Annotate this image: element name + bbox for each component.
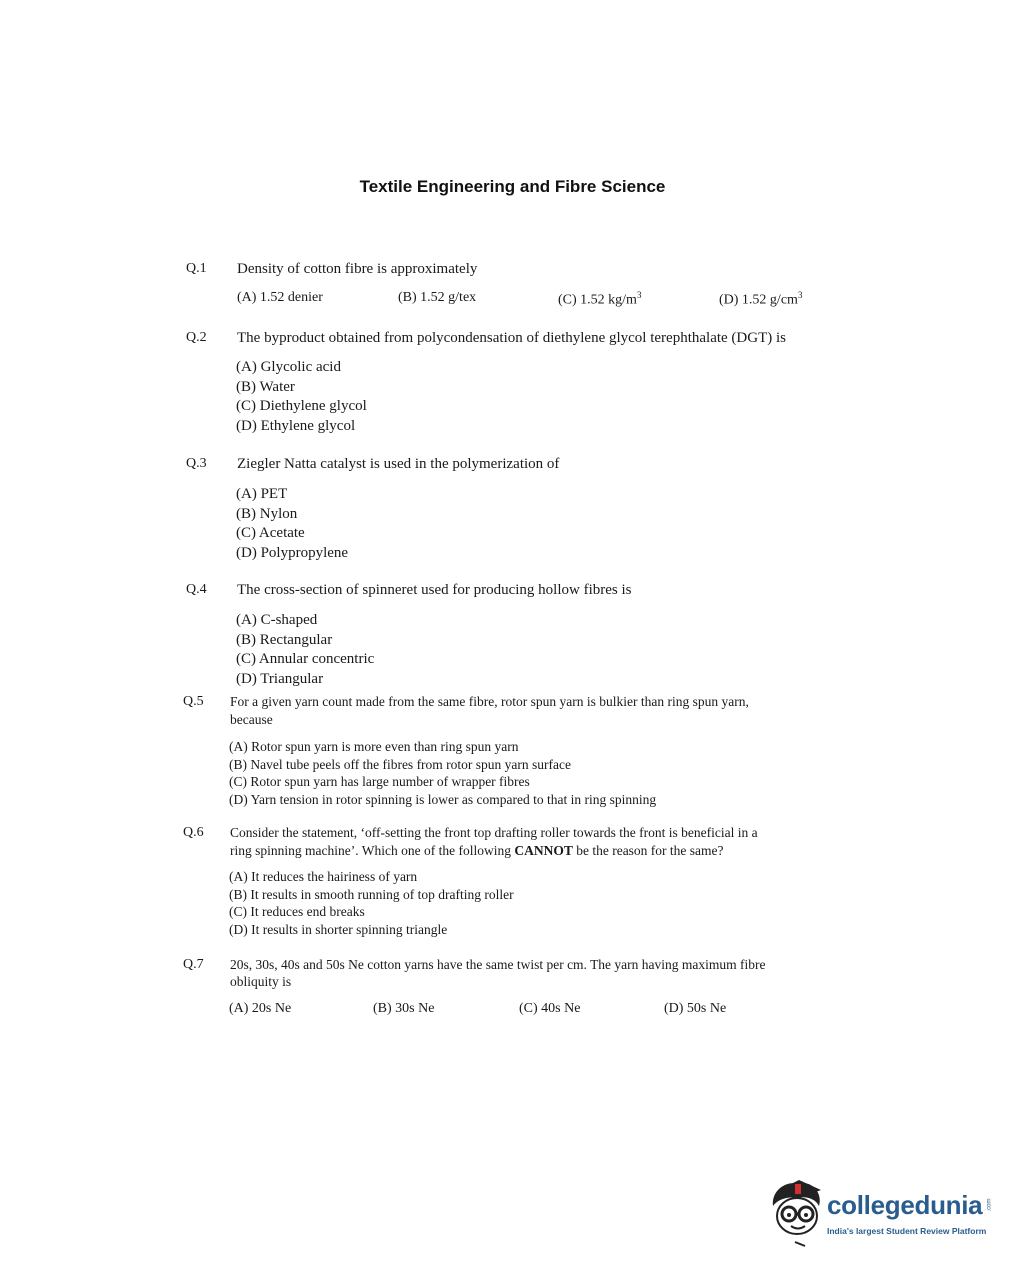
q2-option-d: (D) Ethylene glycol — [236, 417, 356, 434]
question-text-6-line1: Consider the statement, ‘off-setting the front top drafting roller towards the front is beneficial in a — [230, 825, 758, 840]
q2-option-a: (A) Glycolic acid — [236, 359, 341, 375]
question-number-1: Q.1 — [186, 261, 207, 276]
q4-option-a: (A) C-shaped — [236, 612, 318, 628]
logo-com: .com — [986, 1198, 993, 1212]
q6-option-d: (D) It results in shorter spinning triangle — [229, 921, 448, 937]
mascot-icon — [765, 1176, 827, 1252]
q1-option-d — [719, 290, 802, 309]
page-title: Textile Engineering and Fibre Science — [359, 177, 666, 196]
q1-option-b: (B) 1.52 g/tex — [398, 290, 477, 305]
q6-option-a: (A) It reduces the hairiness of yarn — [229, 869, 418, 884]
q4-option-d: (D) Triangular — [236, 670, 324, 687]
q6-line2-bold: CANNOT — [514, 843, 573, 858]
question-number-3: Q.3 — [186, 456, 207, 471]
q3-option-c: (C) Acetate — [236, 525, 305, 541]
logo-wordmark: collegedunia — [827, 1190, 983, 1220]
q1-option-d-text: (D) 1.52 g/cm — [719, 292, 798, 308]
question-number-7: Q.7 — [183, 957, 204, 972]
q6-line2-pre: ring spinning machine’. Which one of the following — [230, 843, 515, 858]
q7-option-b: (B) 30s Ne — [373, 1001, 435, 1016]
q1-option-d-sup: 3 — [797, 290, 803, 300]
q4-option-b: (B) Rectangular — [236, 631, 333, 648]
question-text-3: Ziegler Natta catalyst is used in the polymerization of — [237, 456, 560, 472]
q6-option-c: (C) It reduces end breaks — [229, 904, 365, 919]
question-text-2: The byproduct obtained from polycondensation of diethylene glycol terephthalate (DGT) is — [237, 330, 787, 346]
collegedunia-logo — [765, 1176, 995, 1252]
q5-option-b: (B) Navel tube peels off the fibres from rotor spun yarn surface — [229, 756, 572, 772]
q6-line2-post: be the reason for the same? — [572, 843, 724, 858]
question-text-5-line1: For a given yarn count made from the same fibre, rotor spun yarn is bulkier than ring spun yarn, — [230, 694, 749, 709]
q3-option-d: (D) Polypropylene — [236, 544, 349, 561]
q7-option-c: (C) 40s Ne — [519, 1001, 581, 1016]
q1-option-c — [558, 290, 641, 309]
question-text-5-line2: because — [230, 712, 273, 727]
q2-option-c: (C) Diethylene glycol — [236, 398, 367, 414]
q7-option-a: (A) 20s Ne — [229, 1001, 292, 1016]
q1-option-a: (A) 1.52 denier — [237, 290, 323, 305]
q3-option-a: (A) PET — [236, 486, 288, 502]
q3-option-b: (B) Nylon — [236, 505, 298, 522]
q5-option-d: (D) Yarn tension in rotor spinning is lower as compared to that in ring spinning — [229, 791, 657, 807]
question-text-7-line1: 20s, 30s, 40s and 50s Ne cotton yarns have the same twist per cm. The yarn having maximum fibre — [230, 957, 766, 972]
question-number-4: Q.4 — [186, 582, 207, 597]
question-text-1: Density of cotton fibre is approximately — [237, 261, 478, 277]
q7-option-d: (D) 50s Ne — [664, 1001, 727, 1016]
q2-option-b: (B) Water — [236, 378, 295, 395]
question-text-6-line2 — [230, 842, 724, 860]
q4-option-c: (C) Annular concentric — [236, 651, 375, 667]
logo-tagline: India's largest Student Review Platform — [827, 1226, 987, 1236]
question-number-2: Q.2 — [186, 330, 207, 345]
q5-option-c: (C) Rotor spun yarn has large number of wrapper fibres — [229, 774, 530, 789]
q1-option-c-text: (C) 1.52 kg/m — [558, 292, 637, 308]
question-number-5: Q.5 — [183, 694, 204, 709]
q1-option-c-sup: 3 — [636, 290, 642, 300]
question-number-6: Q.6 — [183, 825, 204, 840]
question-text-7-line2: obliquity is — [230, 974, 292, 989]
q6-option-b: (B) It results in smooth running of top drafting roller — [229, 886, 514, 902]
q5-option-a: (A) Rotor spun yarn is more even than ring spun yarn — [229, 739, 519, 754]
question-text-4: The cross-section of spinneret used for producing hollow fibres is — [237, 582, 632, 598]
